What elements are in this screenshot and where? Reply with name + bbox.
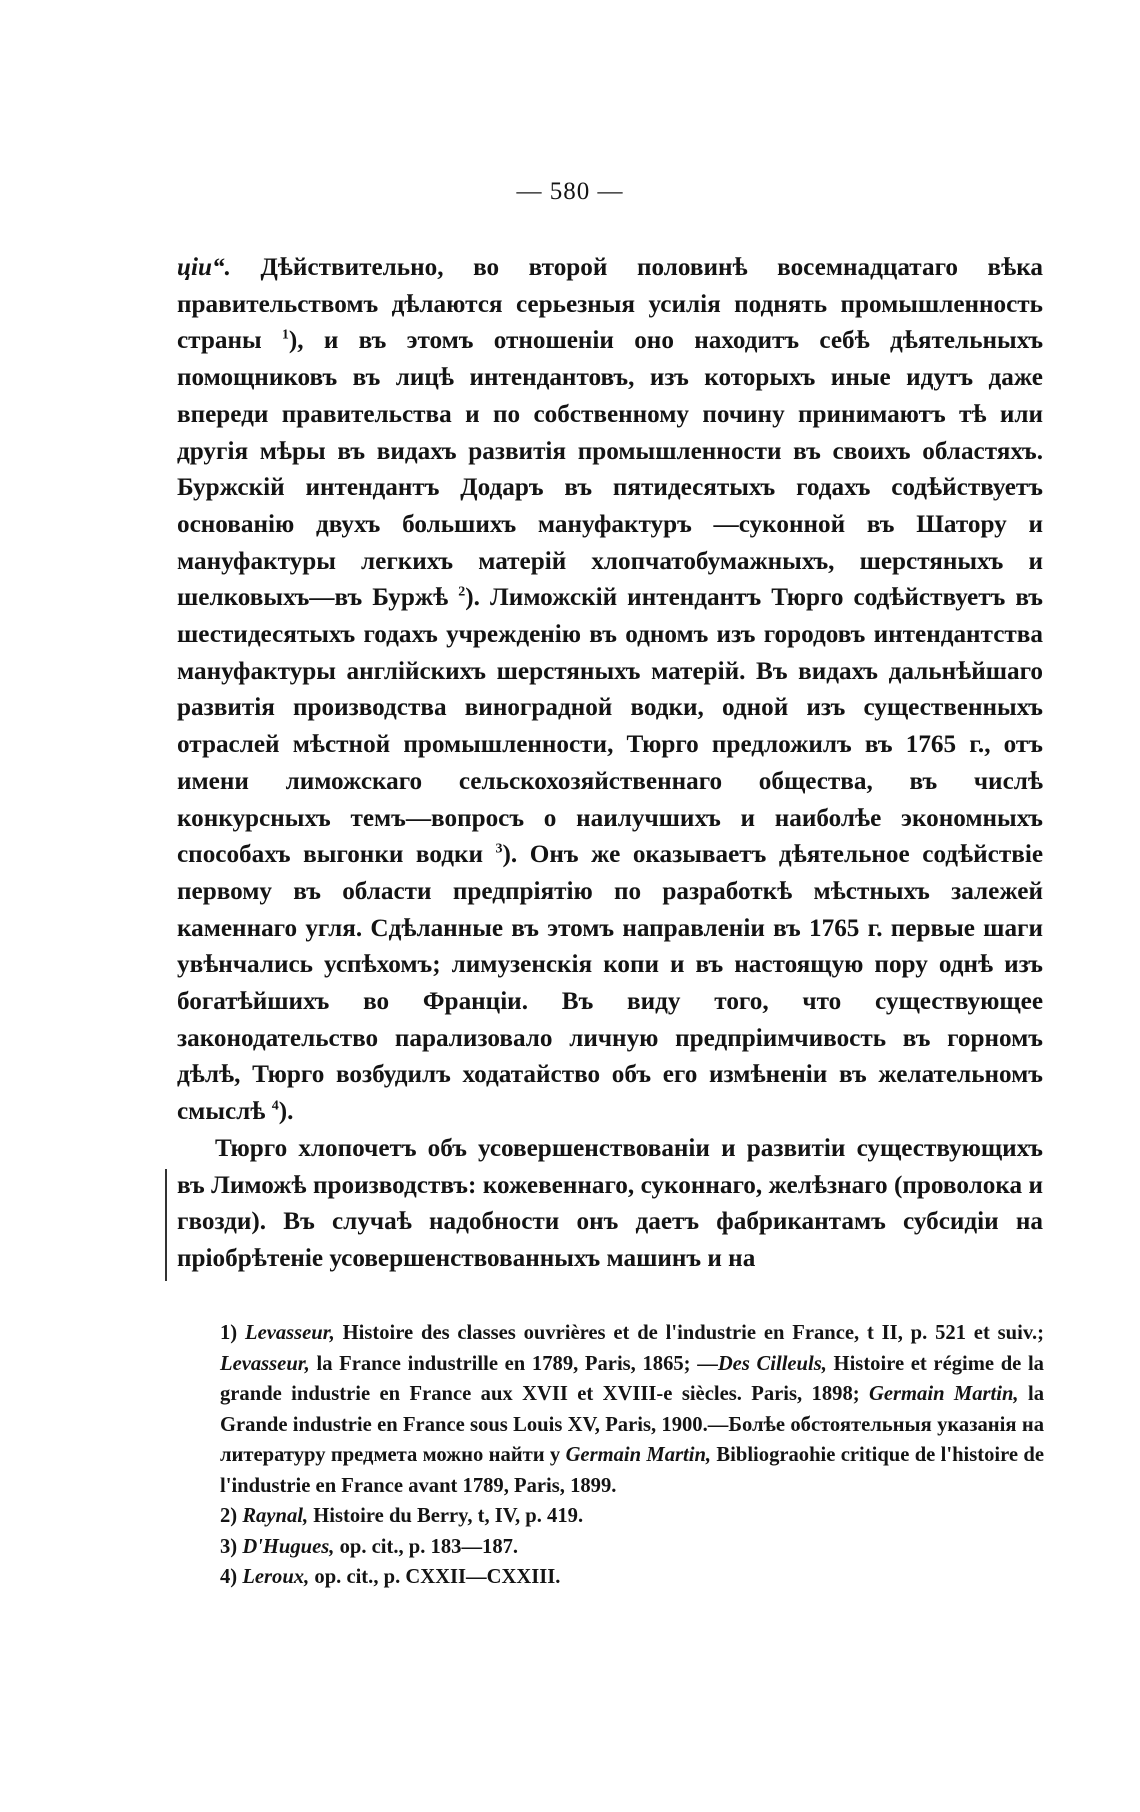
footnote-1-text-2: la France industrille en 1789, Paris, 1865; — bbox=[309, 1352, 718, 1375]
footnote-4-text: op. cit., p. CXXII—CXXIII. bbox=[309, 1566, 561, 1588]
footnote-2-number: 2 bbox=[220, 1505, 231, 1527]
paragraph-1-text-4: ). Онъ же оказываетъ дѣятельное содѣйствіе первому въ области предпріятію по разработкѣ мѣстныхъ залежей каменнаго угля. Сдѣланные въ этомъ направленіи въ 1765 г. первые шаги увѣнчались успѣхомъ; лимузенскія копи и въ настоящую пору однѣ изъ богатѣйшихъ во Франціи. Въ виду того, что существующее законодательство парализовало личную предпріимчивость въ горномъ дѣлѣ, Тюрго возбудилъ ходатайство объ его измѣненіи въ желательномъ смыслѣ bbox=[177, 841, 1044, 1126]
footnotes bbox=[220, 1318, 1044, 1593]
page-number: — 580 — bbox=[516, 178, 624, 205]
footnote-2: 2) Raynal, Histoire du Berry, t, IV, p. 419. bbox=[220, 1505, 584, 1527]
footnote-1-author-5: Germain Martin, bbox=[565, 1444, 712, 1466]
main-text bbox=[177, 250, 1043, 1278]
footnote-4: 4) Leroux, op. cit., p. CXXII—CXXIII. bbox=[220, 1566, 561, 1588]
footnote-1-author-4: Germain Martin, bbox=[869, 1383, 1019, 1405]
footnote-1-author-1: Levasseur, bbox=[244, 1322, 335, 1344]
footnote-3: 3) D'Hugues, op. cit., p. 183—187. bbox=[220, 1535, 519, 1558]
paragraph-1-italic-start: ціи“. bbox=[177, 254, 231, 281]
footnote-1 bbox=[177, 1318, 1044, 1501]
footnote-1-text-5: Bibliograohie critique de l'histoire de l'industrie en France avant 1789, Paris, 1899. bbox=[220, 1444, 1044, 1497]
footnote-1-author-3: Des Cilleuls, bbox=[717, 1352, 827, 1375]
footnote-ref-3[interactable]: 3 bbox=[495, 841, 503, 857]
footnote-ref-2[interactable]: 2 bbox=[458, 584, 466, 600]
footnote-4-author: Leroux, bbox=[242, 1566, 310, 1588]
footnote-2-text: Histoire du Berry, t, IV, p. 419. bbox=[308, 1505, 584, 1527]
footnote-3-text: op. cit., p. 183—187. bbox=[334, 1535, 519, 1558]
footnote-2-author: Raynal, bbox=[242, 1505, 309, 1527]
footnote-ref-1[interactable]: 1 bbox=[281, 328, 289, 344]
paragraph-2-text: Тюрго хлопочетъ объ усовершенствованіи и развитіи существующихъ въ Лиможѣ производствъ: кожевеннаго, суконнаго, желѣзнаго (проволока и гвозди). Въ случаѣ надобности онъ даетъ фабрикантамъ субсидіи на пріобрѣтеніе усовершенствованныхъ машинъ и на bbox=[177, 1134, 1043, 1272]
paragraph-1 bbox=[177, 250, 1043, 1131]
footnote-ref-4[interactable]: 4 bbox=[271, 1098, 279, 1114]
paragraph-2 bbox=[177, 1131, 1043, 1278]
paragraph-1-text-1: Дѣйствительно, во второй половинѣ восемнадцатаго вѣка правительствомъ дѣлаются серьезныя усилія поднять промышленность страны bbox=[177, 254, 1043, 355]
footnote-3-author: D'Hugues, bbox=[242, 1535, 335, 1558]
paragraph-1-text-3: ). Лиможскій интендантъ Тюрго содѣйствуетъ въ шестидесятыхъ годахъ учрежденію въ одномъ изъ городовъ интендантства мануфактуры англійскихъ шерстяныхъ матерій. Въ видахъ дальнѣйшаго развитія производства виноградной водки, одной изъ существенныхъ отраслей мѣстной промышленности, Тюрго предложилъ въ 1765 г., отъ имени лиможскаго сельскохозяйственнаго общества, въ числѣ конкурсныхъ темъ—вопросъ о наилучшихъ и наиболѣе экономныхъ способахъ выгонки водки bbox=[177, 584, 1043, 869]
footnote-1-author-2: Levasseur, bbox=[220, 1352, 310, 1375]
footnote-1-text-4: la Grande industrie en France sous Louis XV, Paris, 1900.—Болѣе обстоятельныя указанія на литературу предмета можно найти у bbox=[220, 1383, 1044, 1466]
paragraph-1-text-2: ), и въ этомъ отношеніи оно находитъ себѣ дѣятельныхъ помощниковъ въ лицѣ интендантовъ, изъ которыхъ иные идутъ даже впереди правительства и по собственному почину принимаютъ тѣ или другія мѣры въ видахъ развитія промышленности въ своихъ областяхъ. Буржскій интендантъ Додаръ въ пятидесятыхъ годахъ содѣйствуетъ основанію двухъ большихъ мануфактуръ —суконной въ Шатору и мануфактуры легкихъ матерій хлопчатобумажныхъ, шерстяныхъ и шелковыхъ—въ Буржѣ bbox=[177, 327, 1044, 612]
margin-bracket bbox=[165, 1169, 172, 1281]
paragraph-1-text-5: ). bbox=[278, 1098, 294, 1126]
footnote-3-number: 3 bbox=[220, 1535, 231, 1558]
footnote-1-text-3: Histoire et régime de la grande industrie en France aux XVII et XVIII-e siècles. Paris, 1898; bbox=[220, 1352, 1044, 1405]
footnote-4-number: 4 bbox=[220, 1566, 231, 1588]
footnote-1-text-1: Histoire des classes ouvrières et de l'industrie en France, t II, p. 521 et suiv.; bbox=[334, 1322, 1044, 1344]
footnote-1-body: 1) Levasseur, Histoire des classes ouvrières et de l'industrie en France, t II, p. 521 et suiv.; Levasseur, la France industrille en 1789, Paris, 1865; —Des Cilleuls, Histoire et régime de la grande industrie en France aux XVII et XVIII-e siècles. Paris, 1898; Germain Martin, la Grande industrie en France sous Louis XV, Paris, 1900.—Болѣе обстоятельныя указанія на литературу предмета можно найти у Germain Martin, Bibliograohie critique de l'histoire de l'industrie en France avant 1789, Paris, 1899. bbox=[220, 1322, 1044, 1497]
footnote-1-number: 1 bbox=[220, 1322, 231, 1344]
